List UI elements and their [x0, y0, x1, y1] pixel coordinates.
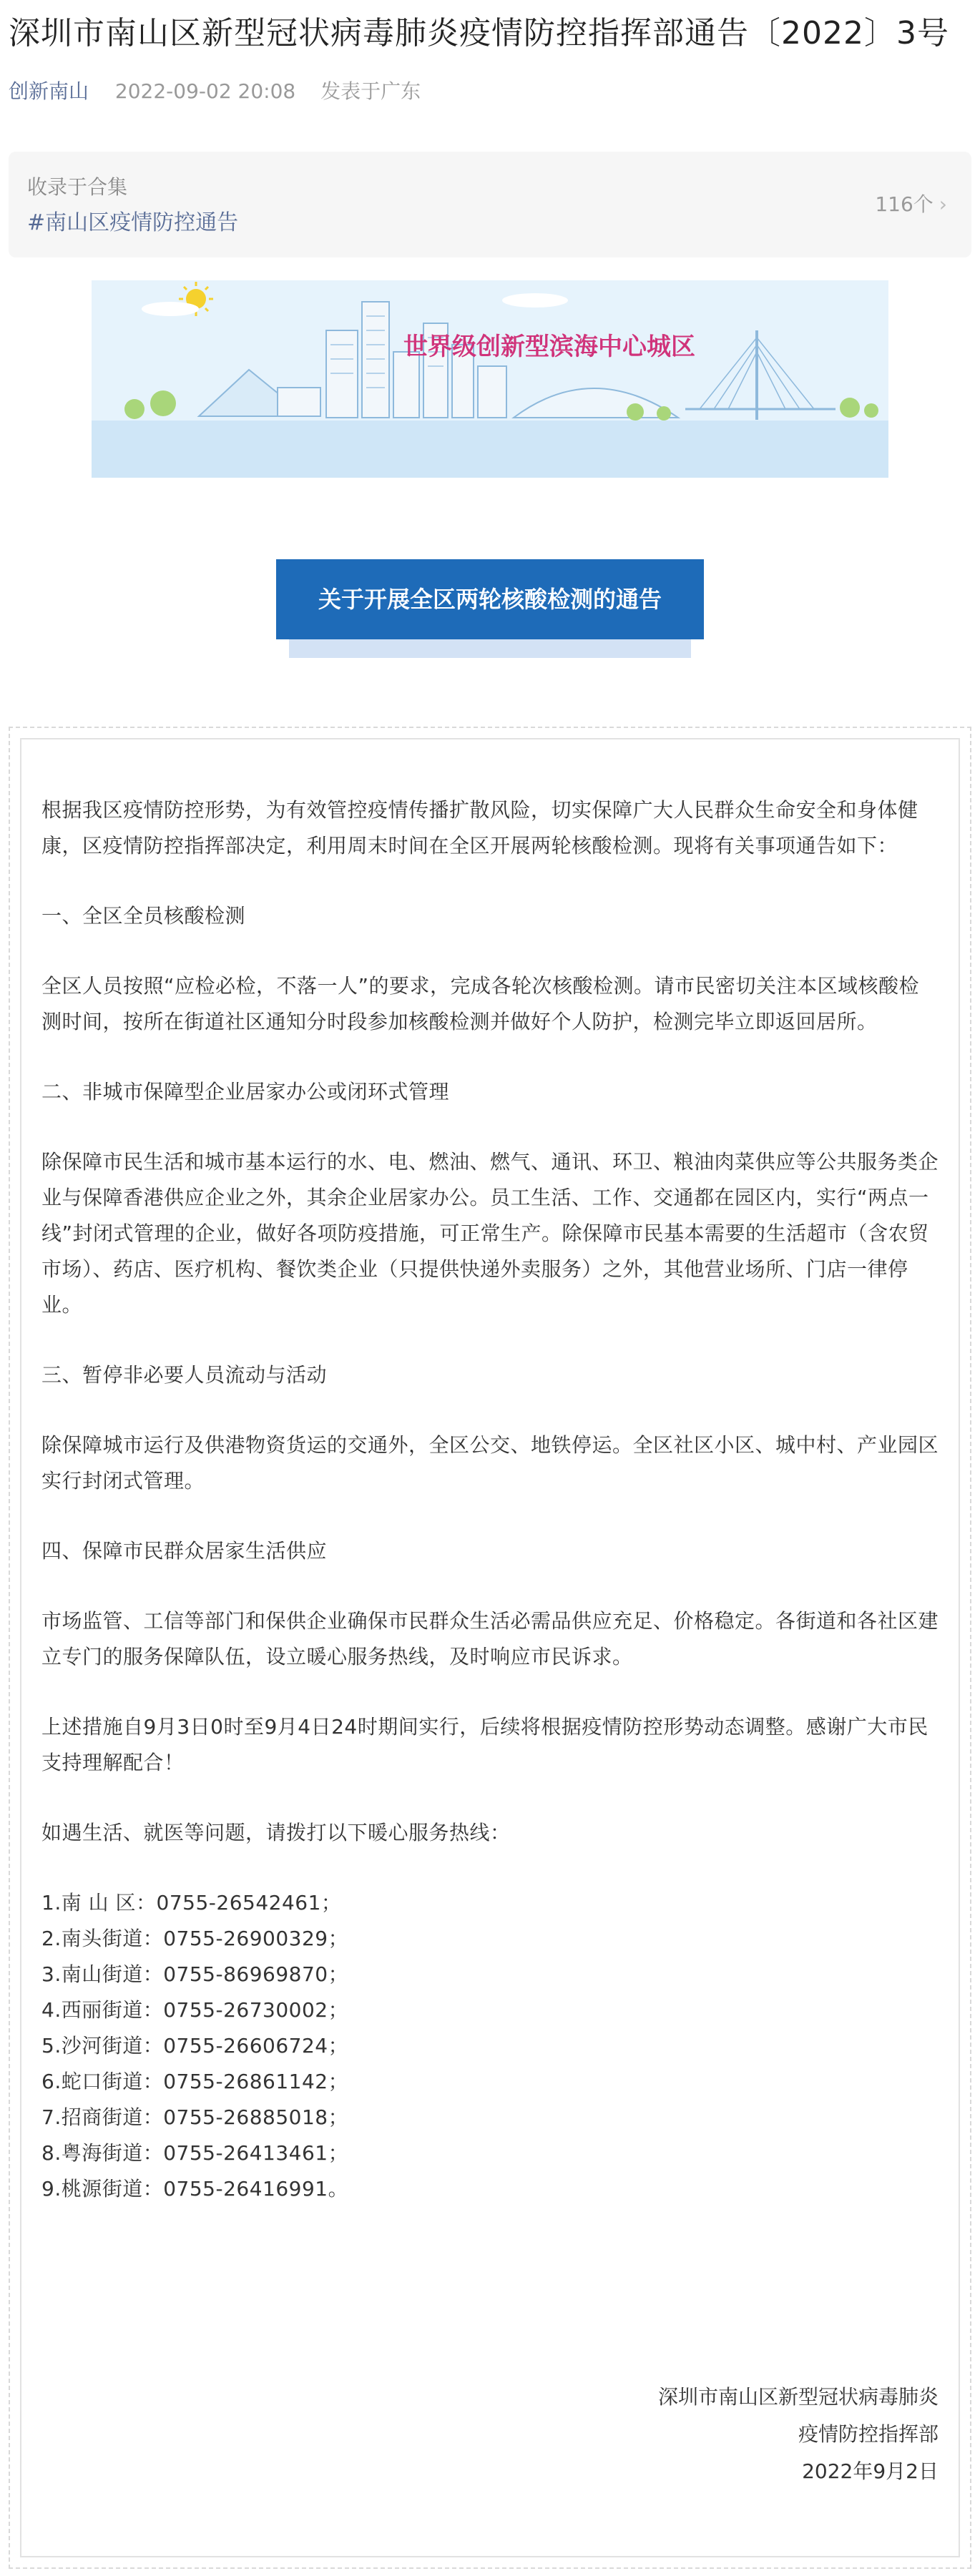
hotline-item: 8.粤海街道：0755-26413461；: [41, 2141, 349, 2165]
collection-count-text: 116个: [875, 192, 934, 216]
publish-location: 发表于广东: [320, 79, 421, 103]
hotline-item: 6.蛇口街道：0755-26861142；: [41, 2070, 349, 2093]
hotline-item: 5.沙河街道：0755-26606724；: [41, 2034, 349, 2058]
closing-paragraph: 上述措施自9月3日0时至9月4日24时期间实行，后续将根据疫情防控形势动态调整。感谢广大市民支持理解配合！: [41, 1715, 928, 1774]
hotline-item: 1.南 山 区：0755-26542461；: [41, 1891, 342, 1914]
signature-org-line1: 深圳市南山区新型冠状病毒肺炎: [657, 2385, 939, 2409]
collection-tag[interactable]: #南山区疫情防控通告: [27, 210, 239, 235]
signature-block: [658, 2379, 939, 2490]
collection-count[interactable]: [875, 189, 947, 217]
section3-text: 除保障城市运行及供港物资货运的交通外，全区公交、地铁停运。全区社区小区、城中村、产业园区实行封闭式管理。: [41, 1433, 939, 1493]
skyline-illustration: [92, 280, 888, 478]
banner-slogan: 世界级创新型滨海中心城区: [403, 333, 695, 360]
signature-date: 2022年9月2日: [802, 2459, 939, 2483]
hotline-item: 3.南山街道：0755-86969870；: [41, 1962, 349, 1986]
section4-title: 四、保障市民群众居家生活供应: [41, 1539, 328, 1563]
notice-heading-box: [276, 559, 704, 659]
section1-title: 一、全区全员核酸检测: [41, 904, 246, 928]
hotline-item: 4.西丽街道：0755-26730002；: [41, 1998, 349, 2022]
section2-title: 二、非城市保障型企业居家办公或闭环式管理: [41, 1080, 450, 1103]
hotline-item: 7.招商街道：0755-26885018；: [41, 2105, 349, 2129]
signature-org-line2: 疫情防控指挥部: [798, 2422, 939, 2446]
notice-body: [41, 792, 939, 2241]
collection-label: 收录于合集: [27, 175, 128, 199]
section1-text: 全区人员按照“应检必检，不落一人”的要求，完成各轮次核酸检测。请市民密切关注本区域核酸检测时间，按所在街道社区通知分时段参加核酸检测并做好个人防护，检测完毕立即返回居所。: [41, 974, 920, 1033]
author-link[interactable]: 创新南山: [9, 79, 89, 103]
notice-heading: 关于开展全区两轮核酸检测的通告: [276, 559, 704, 639]
section4-text: 市场监管、工信等部门和保供企业确保市民群众生活必需品供应充足、价格稳定。各街道和各社区建立专门的服务保障队伍，设立暖心服务热线，及时响应市民诉求。: [41, 1609, 939, 1668]
section3-title: 三、暂停非必要人员流动与活动: [41, 1363, 328, 1387]
hotline-item: 2.南头街道：0755-26900329；: [41, 1927, 349, 1950]
hotline-intro: 如遇生活、就医等问题，请拨打以下暖心服务热线：: [41, 1821, 511, 1844]
city-skyline-banner: [92, 280, 888, 478]
hotline-item: 9.桃源街道：0755-26416991。: [41, 2177, 349, 2201]
intro-paragraph: 根据我区疫情防控形势，为有效管控疫情传播扩散风险，切实保障广大人民群众生命安全和身体健康，区疫情防控指挥部决定，利用周末时间在全区开展两轮核酸检测。现将有关事项通告如下：: [41, 798, 918, 857]
chevron-right-icon: ›: [939, 192, 947, 216]
article-meta: [9, 76, 421, 104]
collection-card[interactable]: [9, 152, 971, 257]
hotline-list: [41, 1885, 939, 2207]
section2-text: 除保障市民生活和城市基本运行的水、电、燃油、燃气、通讯、环卫、粮油肉菜供应等公共服务类企业与保障香港供应企业之外，其余企业居家办公。员工生活、工作、交通都在园区内，实行“两点一线”封闭式管理的企业，做好各项防疫措施，可正常生产。除保障市民基本需要的生活超市（含农贸市场）、药店、医疗机构、餐饮类企业（只提供快递外卖服务）之外，其他营业场所、门店一律停业。: [41, 1150, 939, 1317]
publish-time: 2022-09-02 20:08: [114, 79, 296, 103]
article-title: 深圳市南山区新型冠状病毒肺炎疫情防控指挥部通告〔2022〕3号: [9, 15, 949, 51]
